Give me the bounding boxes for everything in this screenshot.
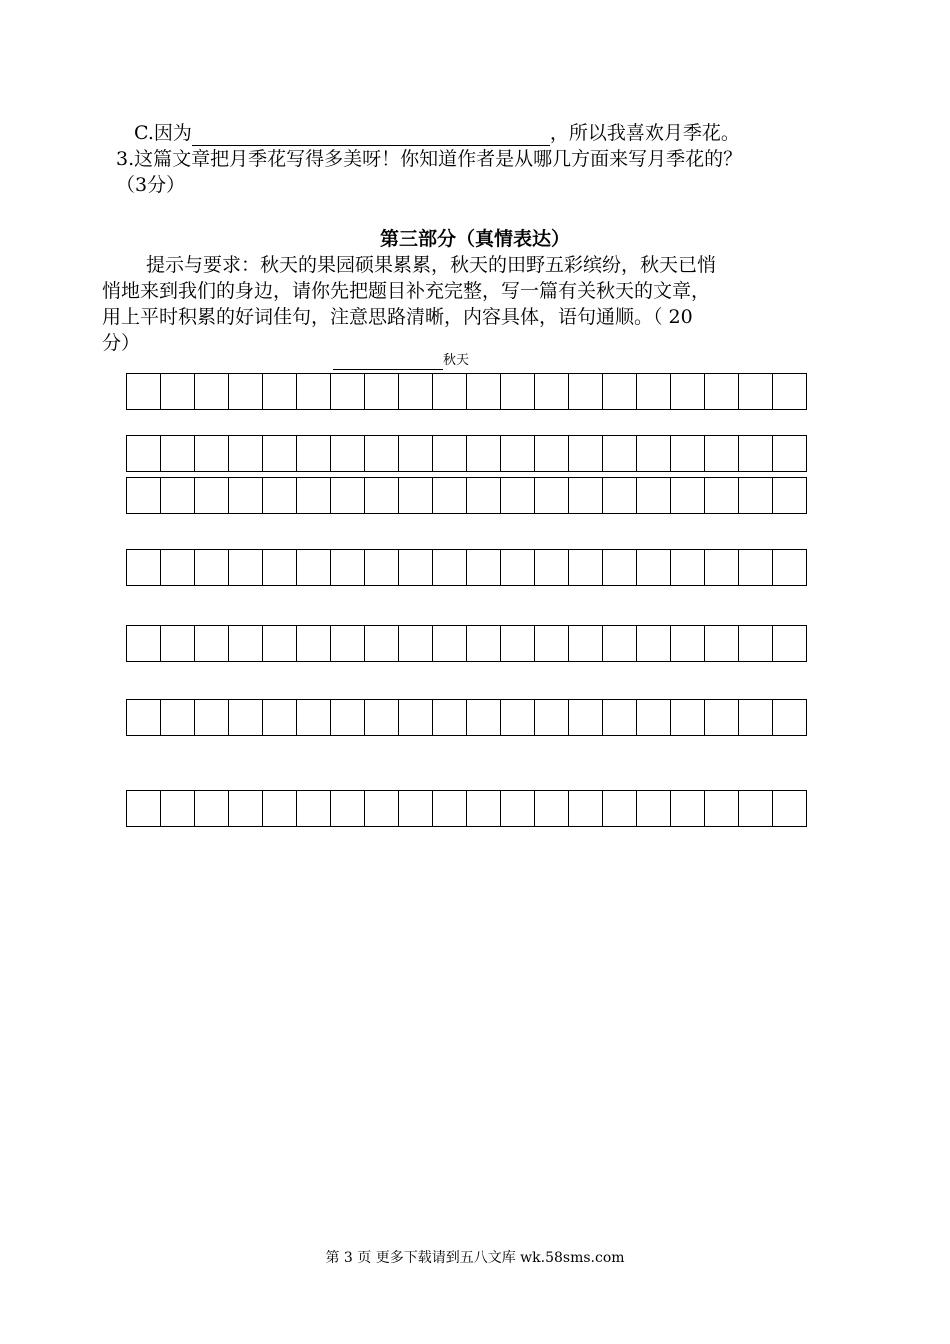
- grid-cell[interactable]: [297, 374, 331, 410]
- writing-grid-row[interactable]: [126, 435, 807, 472]
- grid-cell[interactable]: [501, 550, 535, 586]
- grid-cell[interactable]: [263, 478, 297, 514]
- grid-cell[interactable]: [467, 700, 501, 736]
- grid-cell[interactable]: [229, 478, 263, 514]
- grid-cell[interactable]: [433, 550, 467, 586]
- grid-cell[interactable]: [433, 791, 467, 827]
- grid-cell[interactable]: [739, 791, 773, 827]
- grid-cell[interactable]: [501, 478, 535, 514]
- grid-cell[interactable]: [501, 626, 535, 662]
- grid-cell[interactable]: [705, 374, 739, 410]
- grid-cell[interactable]: [229, 700, 263, 736]
- grid-cell[interactable]: [297, 550, 331, 586]
- question-c: [134, 120, 740, 146]
- grid-cell[interactable]: [365, 626, 399, 662]
- grid-cell[interactable]: [705, 478, 739, 514]
- essay-title-suffix: 秋天: [443, 353, 470, 368]
- grid-cell[interactable]: [365, 550, 399, 586]
- grid-cell[interactable]: [331, 374, 365, 410]
- grid-cell[interactable]: [263, 374, 297, 410]
- grid-cell[interactable]: [229, 550, 263, 586]
- grid-cell[interactable]: [705, 791, 739, 827]
- grid-cell[interactable]: [501, 791, 535, 827]
- grid-cell[interactable]: [603, 374, 637, 410]
- grid-cell[interactable]: [603, 436, 637, 472]
- grid-cell[interactable]: [569, 626, 603, 662]
- grid-cell[interactable]: [603, 550, 637, 586]
- grid-cell[interactable]: [195, 374, 229, 410]
- grid-cell[interactable]: [671, 374, 705, 410]
- grid-cell[interactable]: [773, 791, 807, 827]
- grid-cell[interactable]: [773, 478, 807, 514]
- grid-cell[interactable]: [569, 791, 603, 827]
- writing-grid-row[interactable]: [126, 549, 807, 586]
- grid-cell[interactable]: [637, 374, 671, 410]
- grid-cell[interactable]: [229, 791, 263, 827]
- section-title: 第三部分（真情表达）: [379, 228, 570, 250]
- grid-cell[interactable]: [297, 791, 331, 827]
- grid-cell[interactable]: [637, 436, 671, 472]
- prompt-line-1: 提示与要求：秋天的果园硕果累累，秋天的田野五彩缤纷，秋天已悄: [146, 254, 717, 276]
- grid-cell[interactable]: [161, 626, 195, 662]
- grid-cell[interactable]: [637, 550, 671, 586]
- grid-cell[interactable]: [297, 626, 331, 662]
- grid-cell[interactable]: [773, 436, 807, 472]
- grid-cell[interactable]: [637, 791, 671, 827]
- grid-cell[interactable]: [739, 436, 773, 472]
- grid-cell[interactable]: [433, 700, 467, 736]
- grid-cell[interactable]: [365, 791, 399, 827]
- grid-cell[interactable]: [195, 478, 229, 514]
- grid-cell[interactable]: [195, 550, 229, 586]
- writing-grid-row[interactable]: [126, 625, 807, 662]
- grid-cell[interactable]: [331, 700, 365, 736]
- grid-cell[interactable]: [433, 626, 467, 662]
- grid-cell[interactable]: [467, 550, 501, 586]
- grid-cell[interactable]: [331, 791, 365, 827]
- grid-cell[interactable]: [637, 700, 671, 736]
- writing-grid-row[interactable]: [126, 790, 807, 827]
- grid-cell[interactable]: [161, 436, 195, 472]
- grid-cell[interactable]: [467, 791, 501, 827]
- grid-cell[interactable]: [399, 791, 433, 827]
- grid-cell[interactable]: [535, 700, 569, 736]
- grid-cell[interactable]: [161, 550, 195, 586]
- grid-cell[interactable]: [773, 626, 807, 662]
- grid-cell[interactable]: [195, 791, 229, 827]
- grid-cell[interactable]: [195, 626, 229, 662]
- grid-cell[interactable]: [603, 700, 637, 736]
- writing-prompt: [102, 252, 832, 356]
- grid-cell[interactable]: [263, 436, 297, 472]
- essay-title-blank[interactable]: [333, 355, 443, 370]
- grid-cell[interactable]: [399, 700, 433, 736]
- grid-cell[interactable]: [467, 626, 501, 662]
- writing-grid-row[interactable]: [126, 699, 807, 736]
- grid-cell[interactable]: [705, 436, 739, 472]
- grid-cell[interactable]: [467, 478, 501, 514]
- grid-cell[interactable]: [603, 626, 637, 662]
- grid-cell[interactable]: [195, 436, 229, 472]
- grid-cell[interactable]: [467, 374, 501, 410]
- grid-cell[interactable]: [535, 478, 569, 514]
- grid-cell[interactable]: [705, 550, 739, 586]
- grid-cell[interactable]: [671, 436, 705, 472]
- grid-cell[interactable]: [297, 700, 331, 736]
- grid-cell[interactable]: [569, 436, 603, 472]
- grid-cell[interactable]: [433, 478, 467, 514]
- grid-cell[interactable]: [739, 700, 773, 736]
- grid-cell[interactable]: [263, 550, 297, 586]
- grid-cell[interactable]: [535, 374, 569, 410]
- grid-cell[interactable]: [637, 626, 671, 662]
- grid-cell[interactable]: [739, 478, 773, 514]
- grid-cell[interactable]: [127, 550, 161, 586]
- grid-cell[interactable]: [331, 436, 365, 472]
- grid-cell[interactable]: [569, 700, 603, 736]
- grid-cell[interactable]: [127, 626, 161, 662]
- grid-cell[interactable]: [535, 550, 569, 586]
- grid-cell[interactable]: [671, 700, 705, 736]
- grid-cell[interactable]: [671, 791, 705, 827]
- grid-cell[interactable]: [127, 374, 161, 410]
- grid-cell[interactable]: [535, 436, 569, 472]
- grid-cell[interactable]: [127, 791, 161, 827]
- grid-cell[interactable]: [161, 791, 195, 827]
- grid-cell[interactable]: [739, 374, 773, 410]
- grid-cell[interactable]: [501, 436, 535, 472]
- grid-cell[interactable]: [297, 478, 331, 514]
- prompt-line-3: 用上平时积累的好词佳句，注意思路清晰，内容具体，语句通顺。（ 20: [102, 306, 693, 328]
- grid-cell[interactable]: [263, 700, 297, 736]
- prompt-line-2: 悄地来到我们的身边，请你先把题目补充完整，写一篇有关秋天的文章，: [102, 280, 711, 302]
- grid-cell[interactable]: [161, 478, 195, 514]
- grid-cell[interactable]: [365, 478, 399, 514]
- grid-cell[interactable]: [161, 700, 195, 736]
- grid-cell[interactable]: [399, 478, 433, 514]
- grid-cell[interactable]: [229, 436, 263, 472]
- grid-cell[interactable]: [365, 374, 399, 410]
- grid-cell[interactable]: [161, 374, 195, 410]
- grid-cell[interactable]: [399, 626, 433, 662]
- grid-cell[interactable]: [195, 700, 229, 736]
- grid-cell[interactable]: [603, 478, 637, 514]
- grid-cell[interactable]: [569, 478, 603, 514]
- grid-cell[interactable]: [467, 436, 501, 472]
- grid-cell[interactable]: [569, 550, 603, 586]
- question-c-prefix: C.因为: [134, 122, 192, 144]
- grid-cell[interactable]: [671, 626, 705, 662]
- grid-cell[interactable]: [433, 374, 467, 410]
- grid-cell[interactable]: [399, 374, 433, 410]
- page-footer: 第 3 页 更多下载请到五八文库 wk.58sms.com: [325, 1250, 625, 1266]
- grid-cell[interactable]: [535, 626, 569, 662]
- grid-cell[interactable]: [705, 700, 739, 736]
- grid-cell[interactable]: [331, 478, 365, 514]
- grid-cell[interactable]: [127, 478, 161, 514]
- grid-cell[interactable]: [671, 478, 705, 514]
- grid-cell[interactable]: [331, 550, 365, 586]
- writing-grid-row[interactable]: [126, 373, 807, 410]
- question-3: [116, 146, 742, 172]
- grid-cell[interactable]: [365, 700, 399, 736]
- grid-cell[interactable]: [229, 374, 263, 410]
- essay-title: [333, 352, 469, 370]
- answer-blank[interactable]: [192, 125, 550, 146]
- grid-cell[interactable]: [297, 436, 331, 472]
- grid-cell[interactable]: [433, 436, 467, 472]
- grid-cell[interactable]: [331, 626, 365, 662]
- grid-cell[interactable]: [773, 700, 807, 736]
- grid-cell[interactable]: [705, 626, 739, 662]
- question-c-suffix: ，所以我喜欢月季花。: [549, 122, 740, 144]
- grid-cell[interactable]: [773, 374, 807, 410]
- grid-cell[interactable]: [637, 478, 671, 514]
- grid-cell[interactable]: [501, 374, 535, 410]
- grid-cell[interactable]: [399, 436, 433, 472]
- grid-cell[interactable]: [739, 626, 773, 662]
- grid-cell[interactable]: [603, 791, 637, 827]
- grid-cell[interactable]: [365, 436, 399, 472]
- prompt-line-4: 分）: [102, 332, 141, 354]
- grid-cell[interactable]: [229, 626, 263, 662]
- grid-cell[interactable]: [569, 374, 603, 410]
- grid-cell[interactable]: [535, 791, 569, 827]
- grid-cell[interactable]: [671, 550, 705, 586]
- grid-cell[interactable]: [127, 700, 161, 736]
- grid-cell[interactable]: [263, 791, 297, 827]
- grid-cell[interactable]: [399, 550, 433, 586]
- question-3-text: 3.这篇文章把月季花写得多美呀！你知道作者是从哪几方面来写月季花的？: [116, 148, 743, 170]
- grid-cell[interactable]: [263, 626, 297, 662]
- grid-cell[interactable]: [739, 550, 773, 586]
- grid-cell[interactable]: [501, 700, 535, 736]
- grid-cell[interactable]: [773, 550, 807, 586]
- writing-grid-row[interactable]: [126, 477, 807, 514]
- grid-cell[interactable]: [127, 436, 161, 472]
- question-3-points: （3分）: [116, 174, 186, 196]
